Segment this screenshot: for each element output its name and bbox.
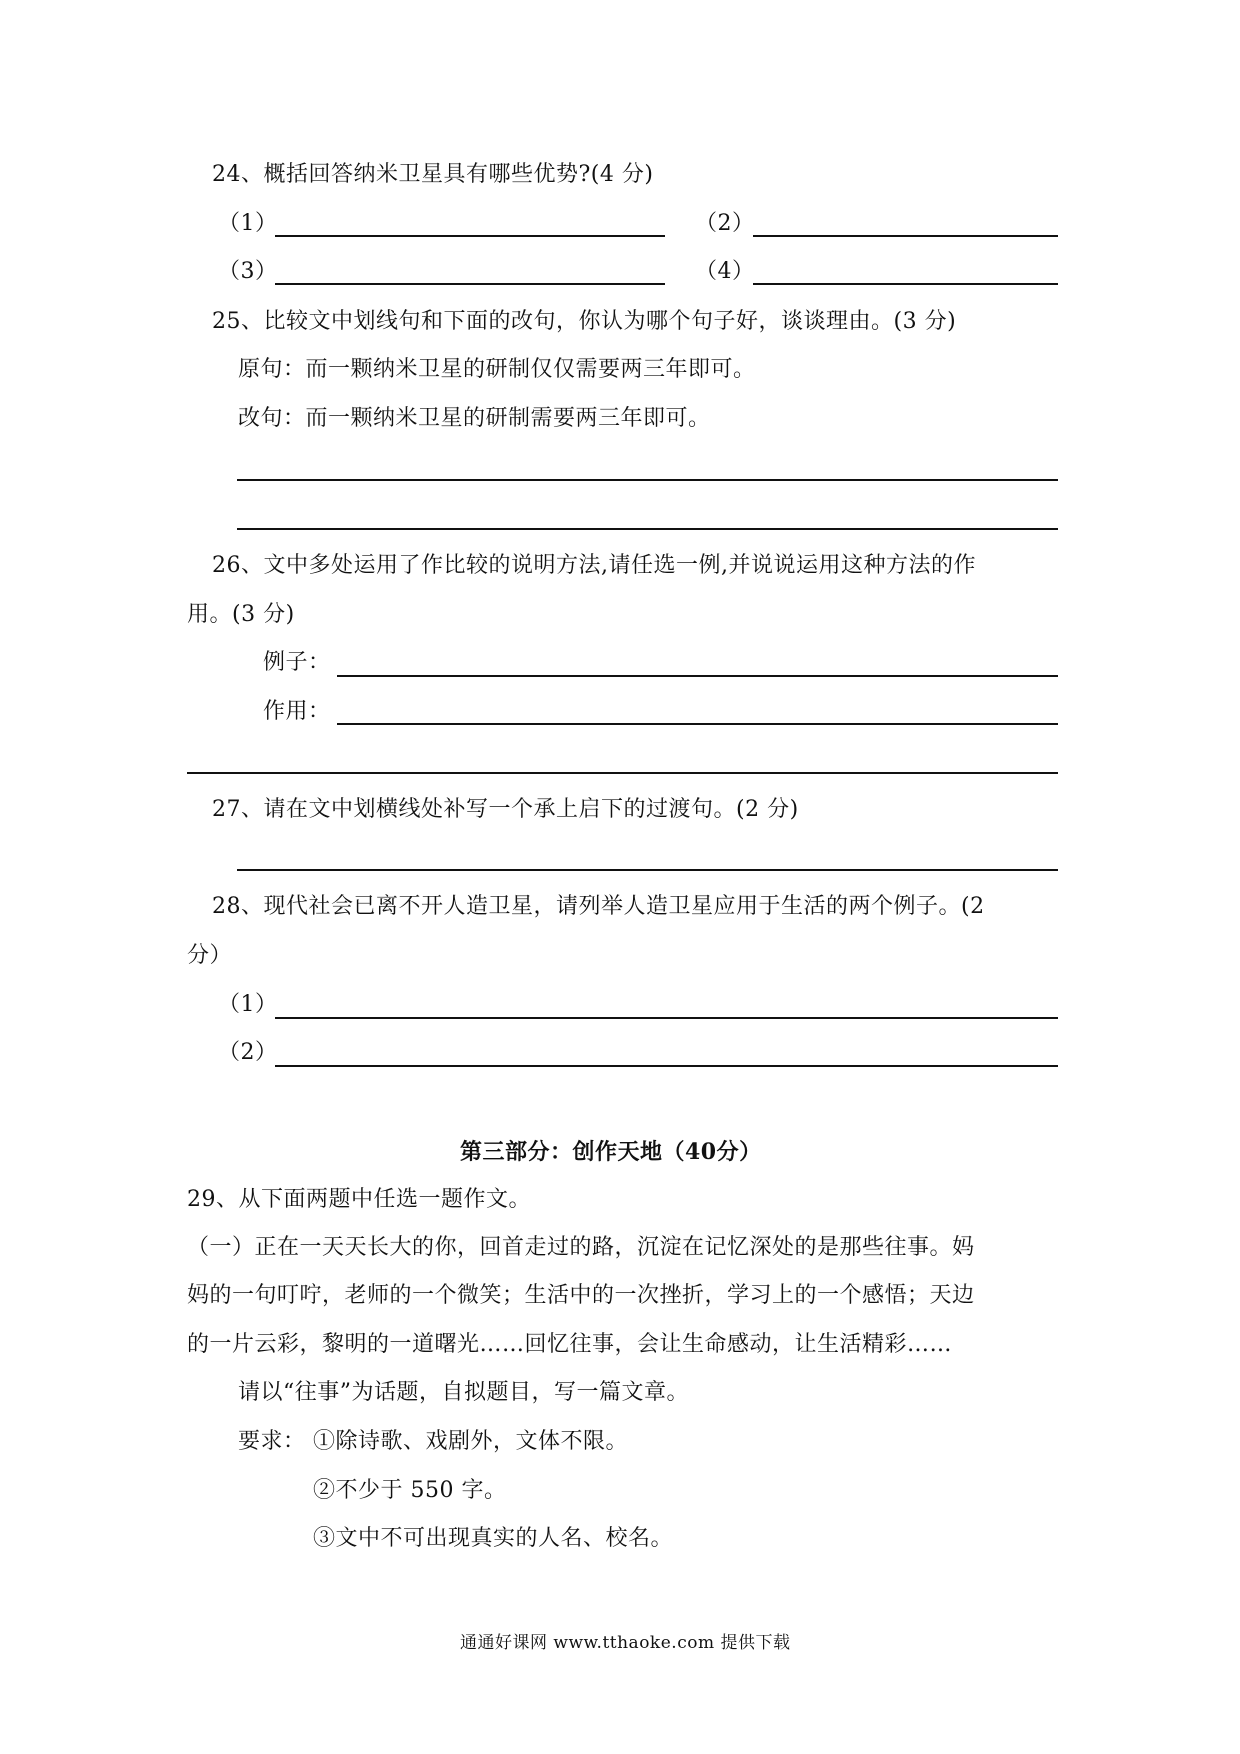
q24-label-4: （4） — [695, 259, 755, 284]
q28-stem-line-2: 分） — [187, 943, 233, 968]
page-footer: 通通好课网 www.tthaoke.com 提供下载 — [460, 1633, 791, 1653]
q26-effect-label: 作用： — [263, 699, 331, 724]
q24-answer-line-3[interactable] — [275, 283, 665, 285]
q25-answer-line-1[interactable] — [237, 479, 1058, 481]
q24-answer-line-4[interactable] — [753, 283, 1058, 285]
q29-instruction: 请以“往事”为话题，自拟题目，写一篇文章。 — [238, 1380, 689, 1405]
q25-revised-sentence: 改句：而一颗纳米卫星的研制需要两三年即可。 — [238, 406, 711, 431]
q24-label-2: （2） — [695, 211, 755, 236]
q26-stem-line-2: 用。(3 分) — [187, 602, 295, 627]
q24-answer-line-1[interactable] — [275, 235, 665, 237]
part3-heading: 第三部分：创作天地（40分） — [460, 1139, 762, 1165]
q25-stem: 25、比较文中划线句和下面的改句，你认为哪个句子好，谈谈理由。(3 分) — [212, 309, 957, 334]
q29-prompt-line-2: 妈的一句叮咛，老师的一个微笑；生活中的一次挫折，学习上的一个感悟；天边 — [187, 1283, 975, 1308]
q26-stem-line-1: 26、文中多处运用了作比较的说明方法,请任选一例,并说说运用这种方法的作 — [212, 553, 976, 578]
q25-original-sentence: 原句：而一颗纳米卫星的研制仅仅需要两三年即可。 — [238, 357, 756, 382]
q25-answer-line-2[interactable] — [237, 528, 1058, 530]
q29-requirements-label: 要求： — [238, 1429, 306, 1454]
q24-answer-line-2[interactable] — [753, 235, 1058, 237]
q24-stem: 24、概括回答纳米卫星具有哪些优势?(4 分) — [212, 162, 654, 187]
q26-effect-answer-line-2[interactable] — [187, 772, 1058, 774]
q28-label-1: （1） — [218, 992, 278, 1017]
q29-prompt-line-1: （一）正在一天天长大的你，回首走过的路，沉淀在记忆深处的是那些往事。妈 — [187, 1235, 975, 1260]
q29-prompt-line-3: 的一片云彩，黎明的一道曙光……回忆往事，会让生命感动，让生活精彩…… — [187, 1332, 953, 1357]
q29-requirement-1: ①除诗歌、戏剧外，文体不限。 — [313, 1429, 629, 1454]
q27-stem: 27、请在文中划横线处补写一个承上启下的过渡句。(2 分) — [212, 797, 799, 822]
q29-requirement-3: ③文中不可出现真实的人名、校名。 — [313, 1526, 674, 1551]
q28-stem-line-1: 28、现代社会已离不开人造卫星，请列举人造卫星应用于生活的两个例子。(2 — [212, 894, 985, 919]
q29-stem: 29、从下面两题中任选一题作文。 — [187, 1187, 531, 1212]
q29-requirement-2: ②不少于 550 字。 — [313, 1478, 507, 1503]
q27-answer-line[interactable] — [237, 869, 1058, 871]
q24-label-1: （1） — [218, 211, 278, 236]
q26-example-answer-line[interactable] — [337, 675, 1058, 677]
q28-label-2: （2） — [218, 1040, 278, 1065]
q28-answer-line-1[interactable] — [275, 1017, 1058, 1019]
q26-example-label: 例子： — [263, 650, 331, 675]
q28-answer-line-2[interactable] — [275, 1065, 1058, 1067]
q26-effect-answer-line-1[interactable] — [337, 723, 1058, 725]
q24-label-3: （3） — [218, 259, 278, 284]
